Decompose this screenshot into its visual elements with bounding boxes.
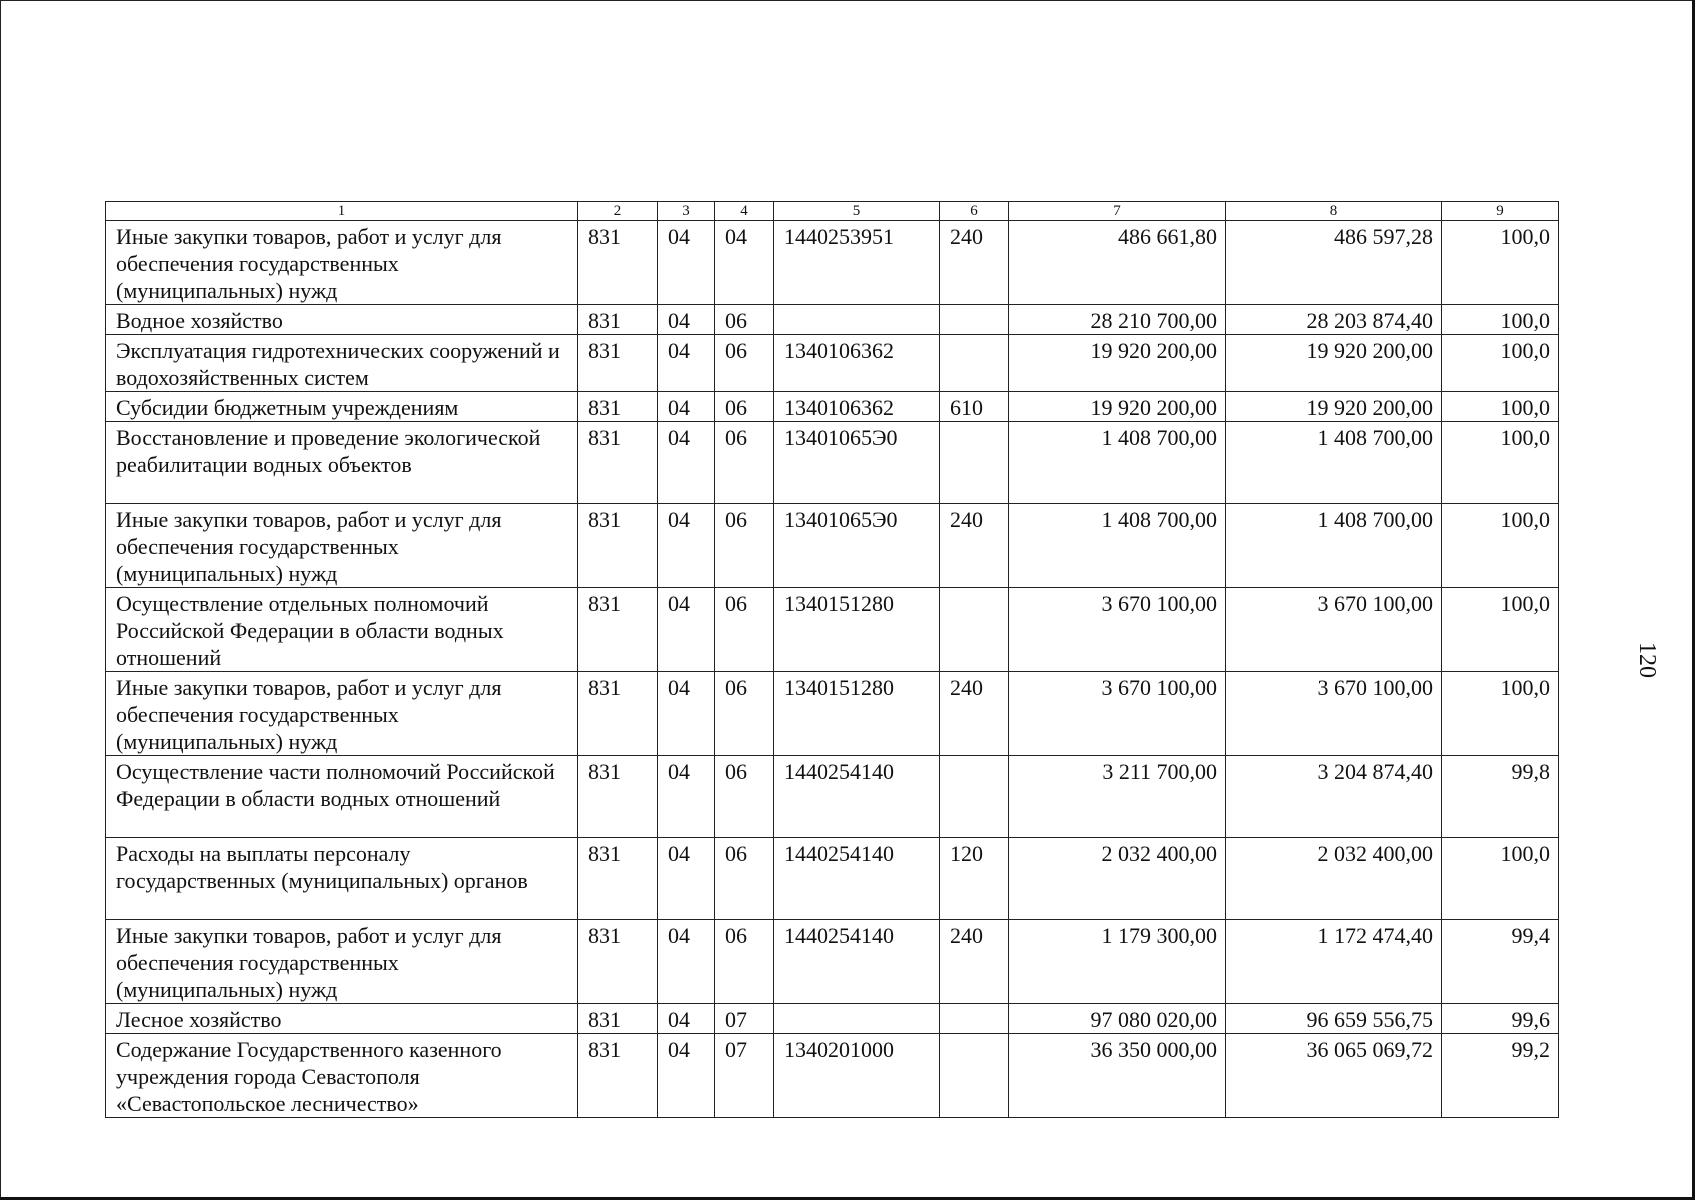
col3-section-cell: 04 bbox=[658, 221, 715, 305]
row-name-cell: Водное хозяйство bbox=[106, 305, 578, 335]
col8-executed-amount-cell: 3 670 100,00 bbox=[1226, 588, 1442, 672]
row-name-cell: Иные закупки товаров, работ и услуг для обеспечения государственных (муниципальных) нужд bbox=[106, 504, 578, 588]
header-cell: 4 bbox=[715, 202, 774, 221]
row-name-cell: Восстановление и проведение экологической реабилитации водных объектов bbox=[106, 422, 578, 504]
col8-executed-amount-cell: 36 065 069,72 bbox=[1226, 1034, 1442, 1118]
table-row bbox=[106, 422, 1559, 504]
table-row bbox=[106, 335, 1559, 392]
col9-percent-cell: 100,0 bbox=[1442, 672, 1559, 756]
col9-percent-cell: 99,4 bbox=[1442, 920, 1559, 1004]
col5-target-article-cell: 1440254140 bbox=[774, 756, 940, 838]
col9-percent-cell: 100,0 bbox=[1442, 838, 1559, 920]
table-row bbox=[106, 1034, 1559, 1118]
col6-expense-type-cell: 240 bbox=[940, 672, 1009, 756]
col9-percent-cell: 99,2 bbox=[1442, 1034, 1559, 1118]
col3-section-cell: 04 bbox=[658, 422, 715, 504]
col8-executed-amount-cell: 19 920 200,00 bbox=[1226, 392, 1442, 422]
row-name-cell: Осуществление отдельных полномочий Российской Федерации в области водных отношений bbox=[106, 588, 578, 672]
col4-subsection-cell: 04 bbox=[715, 221, 774, 305]
table-body bbox=[106, 202, 1559, 1118]
col3-section-cell: 04 bbox=[658, 335, 715, 392]
col8-executed-amount-cell: 2 032 400,00 bbox=[1226, 838, 1442, 920]
col3-section-cell: 04 bbox=[658, 920, 715, 1004]
row-name-cell: Осуществление части полномочий Российской Федерации в области водных отношений bbox=[106, 756, 578, 838]
table-row bbox=[106, 756, 1559, 838]
table-row bbox=[106, 504, 1559, 588]
col7-planned-amount-cell: 19 920 200,00 bbox=[1009, 392, 1226, 422]
col2-code-cell: 831 bbox=[578, 422, 658, 504]
col6-expense-type-cell: 240 bbox=[940, 221, 1009, 305]
row-name-cell: Эксплуатация гидротехнических сооружений и водохозяйственных систем bbox=[106, 335, 578, 392]
col3-section-cell: 04 bbox=[658, 504, 715, 588]
col4-subsection-cell: 06 bbox=[715, 838, 774, 920]
col5-target-article-cell: 1340106362 bbox=[774, 392, 940, 422]
header-cell: 5 bbox=[774, 202, 940, 221]
col4-subsection-cell: 06 bbox=[715, 504, 774, 588]
col4-subsection-cell: 06 bbox=[715, 305, 774, 335]
col6-expense-type-cell: 120 bbox=[940, 838, 1009, 920]
col2-code-cell: 831 bbox=[578, 1004, 658, 1034]
header-cell: 8 bbox=[1226, 202, 1442, 221]
col7-planned-amount-cell: 36 350 000,00 bbox=[1009, 1034, 1226, 1118]
col8-executed-amount-cell: 3 670 100,00 bbox=[1226, 672, 1442, 756]
col5-target-article-cell: 1440253951 bbox=[774, 221, 940, 305]
col9-percent-cell: 100,0 bbox=[1442, 305, 1559, 335]
table-row bbox=[106, 305, 1559, 335]
page-number: 120 bbox=[1634, 642, 1660, 678]
col4-subsection-cell: 06 bbox=[715, 920, 774, 1004]
header-cell: 6 bbox=[940, 202, 1009, 221]
col2-code-cell: 831 bbox=[578, 335, 658, 392]
row-name-cell: Лесное хозяйство bbox=[106, 1004, 578, 1034]
row-name-cell: Иные закупки товаров, работ и услуг для обеспечения государственных (муниципальных) нужд bbox=[106, 672, 578, 756]
col9-percent-cell: 100,0 bbox=[1442, 335, 1559, 392]
col2-code-cell: 831 bbox=[578, 838, 658, 920]
col7-planned-amount-cell: 1 408 700,00 bbox=[1009, 422, 1226, 504]
col2-code-cell: 831 bbox=[578, 920, 658, 1004]
row-name-cell: Субсидии бюджетным учреждениям bbox=[106, 392, 578, 422]
col2-code-cell: 831 bbox=[578, 504, 658, 588]
col8-executed-amount-cell: 3 204 874,40 bbox=[1226, 756, 1442, 838]
row-name-cell: Содержание Государственного казенного учреждения города Севастополя «Севастопольское лесничество» bbox=[106, 1034, 578, 1118]
col3-section-cell: 04 bbox=[658, 756, 715, 838]
col4-subsection-cell: 06 bbox=[715, 588, 774, 672]
col3-section-cell: 04 bbox=[658, 1004, 715, 1034]
table-row bbox=[106, 920, 1559, 1004]
col4-subsection-cell: 06 bbox=[715, 756, 774, 838]
header-row bbox=[106, 202, 1559, 221]
col8-executed-amount-cell: 96 659 556,75 bbox=[1226, 1004, 1442, 1034]
col3-section-cell: 04 bbox=[658, 588, 715, 672]
col8-executed-amount-cell: 19 920 200,00 bbox=[1226, 335, 1442, 392]
col4-subsection-cell: 07 bbox=[715, 1034, 774, 1118]
col8-executed-amount-cell: 1 408 700,00 bbox=[1226, 422, 1442, 504]
col6-expense-type-cell: 610 bbox=[940, 392, 1009, 422]
col7-planned-amount-cell: 486 661,80 bbox=[1009, 221, 1226, 305]
table-row bbox=[106, 588, 1559, 672]
col3-section-cell: 04 bbox=[658, 305, 715, 335]
col5-target-article-cell: 1340106362 bbox=[774, 335, 940, 392]
col4-subsection-cell: 06 bbox=[715, 392, 774, 422]
col6-expense-type-cell: 240 bbox=[940, 920, 1009, 1004]
col7-planned-amount-cell: 3 670 100,00 bbox=[1009, 588, 1226, 672]
row-name-cell: Расходы на выплаты персоналу государственных (муниципальных) органов bbox=[106, 838, 578, 920]
col4-subsection-cell: 06 bbox=[715, 672, 774, 756]
col9-percent-cell: 100,0 bbox=[1442, 504, 1559, 588]
col2-code-cell: 831 bbox=[578, 756, 658, 838]
col7-planned-amount-cell: 97 080 020,00 bbox=[1009, 1004, 1226, 1034]
col2-code-cell: 831 bbox=[578, 672, 658, 756]
col8-executed-amount-cell: 1 408 700,00 bbox=[1226, 504, 1442, 588]
col7-planned-amount-cell: 3 670 100,00 bbox=[1009, 672, 1226, 756]
col7-planned-amount-cell: 1 408 700,00 bbox=[1009, 504, 1226, 588]
col4-subsection-cell: 06 bbox=[715, 422, 774, 504]
col5-target-article-cell: 1340151280 bbox=[774, 672, 940, 756]
col9-percent-cell: 100,0 bbox=[1442, 392, 1559, 422]
col6-expense-type-cell bbox=[940, 756, 1009, 838]
col5-target-article-cell: 1440254140 bbox=[774, 920, 940, 1004]
col2-code-cell: 831 bbox=[578, 1034, 658, 1118]
col5-target-article-cell: 1340151280 bbox=[774, 588, 940, 672]
col2-code-cell: 831 bbox=[578, 305, 658, 335]
col2-code-cell: 831 bbox=[578, 392, 658, 422]
table-row bbox=[106, 838, 1559, 920]
col7-planned-amount-cell: 2 032 400,00 bbox=[1009, 838, 1226, 920]
col7-planned-amount-cell: 3 211 700,00 bbox=[1009, 756, 1226, 838]
row-name-cell: Иные закупки товаров, работ и услуг для обеспечения государственных (муниципальных) нужд bbox=[106, 221, 578, 305]
header-cell: 7 bbox=[1009, 202, 1226, 221]
table-row bbox=[106, 221, 1559, 305]
col5-target-article-cell: 13401065Э0 bbox=[774, 422, 940, 504]
col4-subsection-cell: 07 bbox=[715, 1004, 774, 1034]
col9-percent-cell: 99,8 bbox=[1442, 756, 1559, 838]
col5-target-article-cell: 13401065Э0 bbox=[774, 504, 940, 588]
col2-code-cell: 831 bbox=[578, 588, 658, 672]
budget-table bbox=[105, 201, 1559, 1118]
col8-executed-amount-cell: 486 597,28 bbox=[1226, 221, 1442, 305]
col4-subsection-cell: 06 bbox=[715, 335, 774, 392]
col3-section-cell: 04 bbox=[658, 672, 715, 756]
col5-target-article-cell: 1440254140 bbox=[774, 838, 940, 920]
col9-percent-cell: 100,0 bbox=[1442, 422, 1559, 504]
col9-percent-cell: 99,6 bbox=[1442, 1004, 1559, 1034]
col7-planned-amount-cell: 1 179 300,00 bbox=[1009, 920, 1226, 1004]
col6-expense-type-cell bbox=[940, 422, 1009, 504]
col3-section-cell: 04 bbox=[658, 838, 715, 920]
col9-percent-cell: 100,0 bbox=[1442, 588, 1559, 672]
table-row bbox=[106, 392, 1559, 422]
col3-section-cell: 04 bbox=[658, 1034, 715, 1118]
col5-target-article-cell bbox=[774, 305, 940, 335]
row-name-cell: Иные закупки товаров, работ и услуг для обеспечения государственных (муниципальных) нужд bbox=[106, 920, 578, 1004]
col6-expense-type-cell bbox=[940, 1004, 1009, 1034]
col7-planned-amount-cell: 19 920 200,00 bbox=[1009, 335, 1226, 392]
col3-section-cell: 04 bbox=[658, 392, 715, 422]
col6-expense-type-cell bbox=[940, 305, 1009, 335]
col6-expense-type-cell: 240 bbox=[940, 504, 1009, 588]
col8-executed-amount-cell: 28 203 874,40 bbox=[1226, 305, 1442, 335]
col8-executed-amount-cell: 1 172 474,40 bbox=[1226, 920, 1442, 1004]
table-row bbox=[106, 672, 1559, 756]
col5-target-article-cell bbox=[774, 1004, 940, 1034]
col5-target-article-cell: 1340201000 bbox=[774, 1034, 940, 1118]
col6-expense-type-cell bbox=[940, 335, 1009, 392]
table-row bbox=[106, 1004, 1559, 1034]
header-cell: 1 bbox=[106, 202, 578, 221]
col2-code-cell: 831 bbox=[578, 221, 658, 305]
col6-expense-type-cell bbox=[940, 588, 1009, 672]
col7-planned-amount-cell: 28 210 700,00 bbox=[1009, 305, 1226, 335]
col9-percent-cell: 100,0 bbox=[1442, 221, 1559, 305]
header-cell: 9 bbox=[1442, 202, 1559, 221]
header-cell: 3 bbox=[658, 202, 715, 221]
col6-expense-type-cell bbox=[940, 1034, 1009, 1118]
header-cell: 2 bbox=[578, 202, 658, 221]
